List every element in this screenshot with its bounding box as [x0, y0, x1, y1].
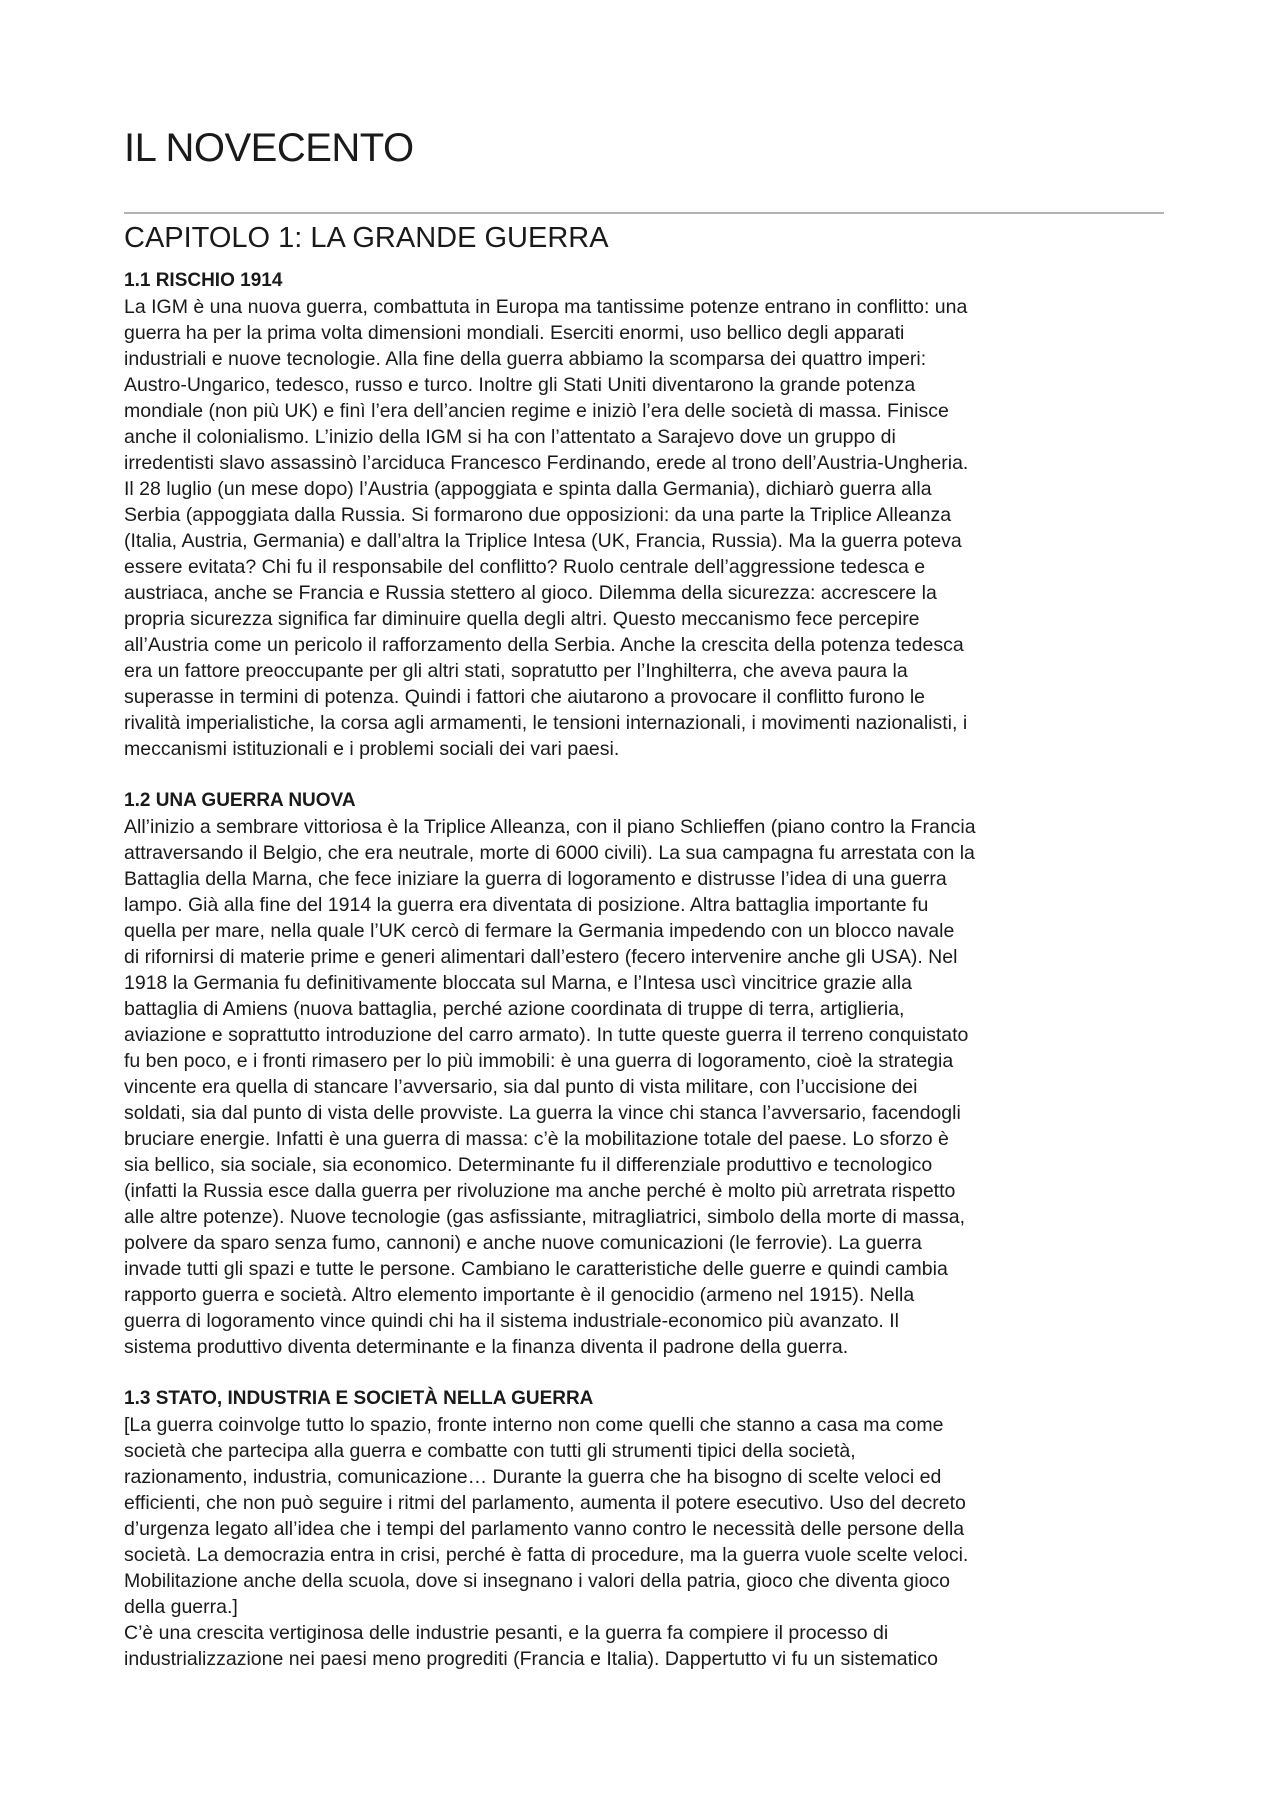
text-line: La IGM è una nuova guerra, combattuta in Europa ma tantissime potenze entrano in conflitto: una — [124, 296, 968, 318]
text-line: propria sicurezza significa far diminuire quella degli altri. Questo meccanismo fece percepire — [124, 608, 920, 630]
text-line: efficienti, che non può seguire i ritmi del parlamento, aumenta il potere esecutivo. Uso del decreto — [124, 1492, 966, 1514]
section-2 — [124, 788, 1164, 1360]
text-line: superasse in termini di potenza. Quindi i fattori che aiutarono a provocare il conflitto furono le — [124, 686, 926, 708]
text-line: [La guerra coinvolge tutto lo spazio, fronte interno non come quelli che stanno a casa ma come — [124, 1414, 944, 1436]
title-divider — [124, 212, 1164, 214]
document-content — [124, 268, 1164, 1698]
text-line: quella per mare, nella quale l’UK cercò di fermare la Germania impedendo con un blocco navale — [124, 920, 955, 942]
section-body — [124, 1412, 1164, 1672]
text-line: invade tutti gli spazi e tutte le persone. Cambiano le caratteristiche delle guerre e quindi cambia — [124, 1258, 948, 1280]
text-line: soldati, sia dal punto di vista delle provviste. La guerra la vince chi stanca l’avversario, facendogli — [124, 1102, 961, 1124]
text-line: lampo. Già alla fine del 1914 la guerra era diventata di posizione. Altra battaglia importante fu — [124, 894, 929, 916]
text-line: Il 28 luglio (un mese dopo) l’Austria (appoggiata e spinta dalla Germania), dichiarò guerra alla — [124, 478, 932, 500]
text-line: irredentisti slavo assassinò l’arciduca Francesco Ferdinando, erede al trono dell’Austria-Ungheria. — [124, 452, 969, 474]
text-line: industrializzazione nei paesi meno progrediti (Francia e Italia). Dappertutto vi fu un sistematico — [124, 1648, 938, 1670]
text-line: 1918 la Germania fu definitivamente bloccata sul Marna, e l’Intesa uscì vincitrice grazie alla — [124, 972, 912, 994]
text-line: guerra di logoramento vince quindi chi ha il sistema industriale-economico più avanzato. Il — [124, 1310, 900, 1332]
section-heading: 1.1 RISCHIO 1914 — [124, 270, 283, 291]
text-line: Serbia (appoggiata dalla Russia. Si formarono due opposizioni: da una parte la Triplice Alleanza — [124, 504, 952, 526]
text-line: Battaglia della Marna, che fece iniziare la guerra di logoramento e distrusse l’idea di una guerra — [124, 868, 947, 890]
text-line: meccanismi istituzionali e i problemi sociali dei vari paesi. — [124, 738, 620, 760]
text-line: C’è una crescita vertiginosa delle industrie pesanti, e la guerra fa compiere il processo di — [124, 1622, 889, 1644]
text-line: di rifornirsi di materie prime e generi alimentari dall’estero (fecero intervenire anche gli USA). Nel — [124, 946, 958, 968]
text-line: vincente era quella di stancare l’avversario, sia dal punto di vista militare, con l’uccisione dei — [124, 1076, 918, 1098]
text-line: industriali e nuove tecnologie. Alla fine della guerra abbiamo la scomparsa dei quattro imperi: — [124, 348, 927, 370]
text-line: mondiale (non più UK) e finì l’era dell’ancien regime e iniziò l’era delle società di massa. Finisce — [124, 400, 949, 422]
section-heading: 1.2 UNA GUERRA NUOVA — [124, 790, 356, 811]
text-line: All’inizio a sembrare vittoriosa è la Triplice Alleanza, con il piano Schlieffen (piano contro la Francia — [124, 816, 976, 838]
text-line: battaglia di Amiens (nuova battaglia, perché azione coordinata di truppe di terra, artiglieria, — [124, 998, 905, 1020]
text-line: (Italia, Austria, Germania) e dall’altra la Triplice Intesa (UK, Francia, Russia). Ma la guerra poteva — [124, 530, 962, 552]
text-line: guerra ha per la prima volta dimensioni mondiali. Eserciti enormi, uso bellico degli apparati — [124, 322, 905, 344]
text-line: società. La democrazia entra in crisi, perché è fatta di procedure, ma la guerra vuole scelte veloci. — [124, 1544, 969, 1566]
section-3 — [124, 1386, 1164, 1672]
text-line: essere evitata? Chi fu il responsabile del conflitto? Ruolo centrale dell’aggressione tedesca e — [124, 556, 926, 578]
document-title: IL NOVECENTO — [124, 126, 414, 170]
text-line: sia bellico, sia sociale, sia economico. Determinante fu il differenziale produttivo e tecnologico — [124, 1154, 933, 1176]
text-line: della guerra.] — [124, 1596, 238, 1618]
text-line: austriaca, anche se Francia e Russia stettero al gioco. Dilemma della sicurezza: accrescere la — [124, 582, 937, 604]
text-line: attraversando il Belgio, che era neutrale, morte di 6000 civili). La sua campagna fu arrestata con la — [124, 842, 975, 864]
section-heading: 1.3 STATO, INDUSTRIA E SOCIETÀ NELLA GUERRA — [124, 1388, 594, 1409]
text-line: aviazione e soprattutto introduzione del carro armato). In tutte queste guerra il terreno conquistato — [124, 1024, 969, 1046]
text-line: Mobilitazione anche della scuola, dove si insegnano i valori della patria, gioco che diventa gioco — [124, 1570, 951, 1592]
text-line: rivalità imperialistiche, la corsa agli armamenti, le tensioni internazionali, i movimenti nazionalisti, i — [124, 712, 968, 734]
text-line: d’urgenza legato all’idea che i tempi del parlamento vanno contro le necessità delle persone della — [124, 1518, 965, 1540]
section-body — [124, 294, 1164, 762]
text-line: all’Austria come un pericolo il rafforzamento della Serbia. Anche la crescita della potenza tedesca — [124, 634, 964, 656]
text-line: sistema produttivo diventa determinante e la finanza diventa il padrone della guerra. — [124, 1336, 849, 1358]
text-line: razionamento, industria, comunicazione… Durante la guerra che ha bisogno di scelte veloci ed — [124, 1466, 942, 1488]
text-line: fu ben poco, e i fronti rimasero per lo più immobili: è una guerra di logoramento, cioè la strategia — [124, 1050, 954, 1072]
chapter-title: CAPITOLO 1: LA GRANDE GUERRA — [124, 222, 609, 254]
text-line: era un fattore preoccupante per gli altri stati, sopratutto per l’Inghilterra, che aveva paura la — [124, 660, 908, 682]
text-line: bruciare energie. Infatti è una guerra di massa: c’è la mobilitazione totale del paese. Lo sforzo è — [124, 1128, 949, 1150]
text-line: società che partecipa alla guerra e combatte con tutti gli strumenti tipici della società, — [124, 1440, 856, 1462]
text-line: rapporto guerra e società. Altro elemento importante è il genocidio (armeno nel 1915). Nella — [124, 1284, 915, 1306]
section-body — [124, 814, 1164, 1360]
text-line: alle altre potenze). Nuove tecnologie (gas asfissiante, mitragliatrici, simbolo della morte di massa, — [124, 1206, 966, 1228]
section-1 — [124, 268, 1164, 762]
text-line: polvere da sparo senza fumo, cannoni) e anche nuove comunicazioni (le ferrovie). La guerra — [124, 1232, 922, 1254]
text-line: (infatti la Russia esce dalla guerra per rivoluzione ma anche perché è molto più arretrata rispetto — [124, 1180, 956, 1202]
text-line: Austro-Ungarico, tedesco, russo e turco. Inoltre gli Stati Uniti diventarono la grande potenza — [124, 374, 916, 396]
text-line: anche il colonialismo. L’inizio della IGM si ha con l’attentato a Sarajevo dove un gruppo di — [124, 426, 896, 448]
